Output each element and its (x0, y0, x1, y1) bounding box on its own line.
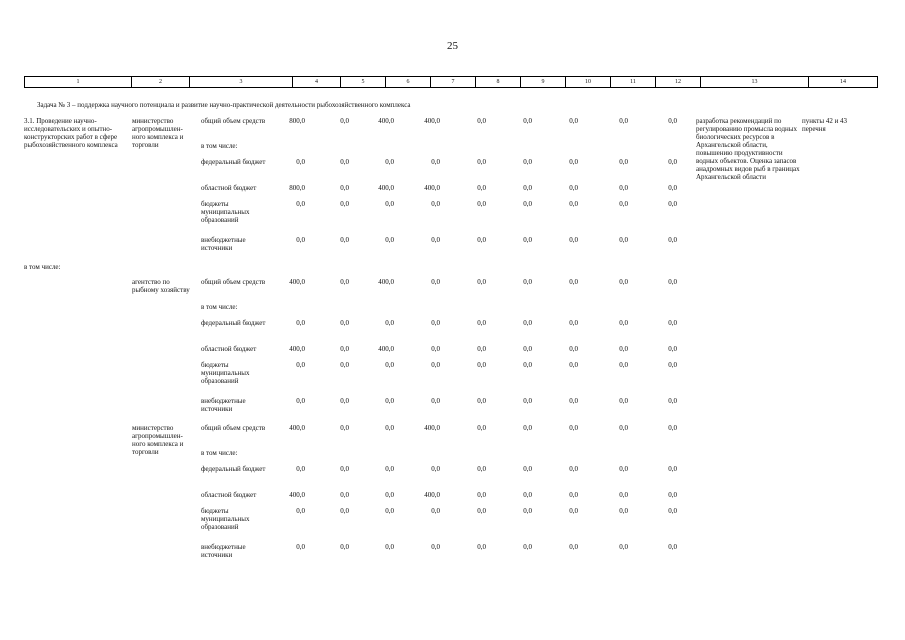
funding-value: 0,0 (431, 158, 440, 166)
funding-value: 0,0 (431, 319, 440, 327)
funding-value: 0,0 (296, 543, 305, 551)
funding-value: 0,0 (569, 117, 578, 125)
funding-value: 0,0 (619, 184, 628, 192)
header-column-3: 3 (190, 77, 293, 88)
funding-value: 0,0 (340, 491, 349, 499)
funding-source-label: федеральный бюджет (201, 465, 266, 473)
funding-value: 0,0 (523, 184, 532, 192)
header-column-14: 14 (809, 77, 878, 88)
funding-value: 0,0 (569, 158, 578, 166)
header-column-6: 6 (386, 77, 431, 88)
funding-value: 400,0 (378, 117, 394, 125)
funding-value: 0,0 (569, 491, 578, 499)
funding-value: 0,0 (569, 200, 578, 208)
funding-value: 0,0 (477, 319, 486, 327)
header-column-13: 13 (701, 77, 809, 88)
funding-value: 0,0 (619, 491, 628, 499)
funding-value: 0,0 (619, 158, 628, 166)
funding-value: 0,0 (619, 361, 628, 369)
funding-value: 0,0 (340, 424, 349, 432)
funding-value: 0,0 (340, 543, 349, 551)
executor-name: министерство агропромышлен-ного комплекса и торговли (132, 117, 184, 149)
funding-value: 0,0 (619, 117, 628, 125)
funding-value: 0,0 (340, 278, 349, 286)
funding-value: 0,0 (340, 345, 349, 353)
funding-value: 0,0 (619, 319, 628, 327)
funding-value: 0,0 (523, 200, 532, 208)
executor-name: министерство агропромышлен-ного комплекса и торговли (132, 424, 184, 456)
funding-value: 0,0 (569, 543, 578, 551)
funding-value: 400,0 (424, 424, 440, 432)
funding-value: 0,0 (385, 397, 394, 405)
header-column-9: 9 (521, 77, 566, 88)
header-column-2: 2 (132, 77, 190, 88)
funding-source-label: в том числе: (201, 303, 238, 311)
funding-value: 0,0 (477, 397, 486, 405)
funding-value: 0,0 (477, 543, 486, 551)
funding-value: 0,0 (296, 507, 305, 515)
funding-value: 0,0 (340, 507, 349, 515)
funding-value: 0,0 (668, 397, 677, 405)
funding-value: 0,0 (569, 278, 578, 286)
funding-value: 0,0 (619, 200, 628, 208)
funding-value: 0,0 (668, 345, 677, 353)
funding-value: 0,0 (668, 117, 677, 125)
funding-value: 0,0 (385, 236, 394, 244)
funding-value: 0,0 (668, 507, 677, 515)
page-number: 25 (447, 40, 458, 52)
funding-value: 0,0 (668, 236, 677, 244)
header-column-4: 4 (293, 77, 341, 88)
funding-value: 0,0 (569, 424, 578, 432)
funding-source-label: областной бюджет (201, 345, 257, 353)
funding-value: 0,0 (385, 491, 394, 499)
funding-value: 0,0 (668, 361, 677, 369)
funding-value: 0,0 (569, 236, 578, 244)
funding-value: 0,0 (569, 345, 578, 353)
funding-value: 0,0 (569, 319, 578, 327)
funding-value: 0,0 (619, 543, 628, 551)
funding-source-label: общий объем средств (201, 117, 266, 125)
funding-value: 400,0 (289, 345, 305, 353)
funding-value: 0,0 (523, 465, 532, 473)
header-column-8: 8 (476, 77, 521, 88)
funding-source-label: федеральный бюджет (201, 319, 266, 327)
funding-value: 0,0 (523, 117, 532, 125)
funding-value: 0,0 (296, 236, 305, 244)
funding-value: 0,0 (385, 319, 394, 327)
funding-value: 0,0 (477, 345, 486, 353)
funding-value: 0,0 (668, 278, 677, 286)
task-title: Задача № 3 – поддержка научного потенциала и развитие научно-практической деятельности рыбохозяйственного комплекса (37, 101, 411, 109)
funding-value: 0,0 (569, 397, 578, 405)
funding-value: 0,0 (431, 507, 440, 515)
funding-value: 0,0 (523, 278, 532, 286)
funding-value: 400,0 (289, 278, 305, 286)
funding-value: 400,0 (289, 491, 305, 499)
funding-value: 0,0 (523, 507, 532, 515)
funding-source-label: общий объем средств (201, 424, 266, 432)
funding-value: 0,0 (668, 184, 677, 192)
funding-value: 400,0 (289, 424, 305, 432)
funding-value: 0,0 (431, 278, 440, 286)
funding-source-label: в том числе: (201, 142, 238, 150)
funding-value: 0,0 (523, 424, 532, 432)
funding-value: 0,0 (431, 200, 440, 208)
funding-value: 400,0 (378, 184, 394, 192)
funding-value: 0,0 (523, 491, 532, 499)
funding-value: 0,0 (523, 236, 532, 244)
funding-value: 0,0 (340, 117, 349, 125)
funding-value: 0,0 (477, 491, 486, 499)
funding-value: 0,0 (385, 200, 394, 208)
expected-result: разработка рекомендаций по регулированию промысла водных биологических ресурсов в Архангельской области, повышению продуктивности водных объектов. Оценка запасов анадромных видов рыб в границах Архангельской области (696, 117, 800, 181)
funding-value: 0,0 (619, 424, 628, 432)
funding-value: 0,0 (296, 397, 305, 405)
funding-value: 400,0 (378, 345, 394, 353)
funding-value: 800,0 (289, 117, 305, 125)
funding-value: 0,0 (477, 236, 486, 244)
funding-value: 800,0 (289, 184, 305, 192)
funding-value: 0,0 (431, 361, 440, 369)
header-column-12: 12 (656, 77, 701, 88)
funding-value: 0,0 (431, 236, 440, 244)
funding-value: 0,0 (569, 465, 578, 473)
funding-value: 0,0 (340, 319, 349, 327)
funding-value: 0,0 (340, 158, 349, 166)
funding-source-label: бюджеты муниципальных образований (201, 200, 250, 224)
funding-source-label: внебюджетные источники (201, 543, 246, 559)
funding-source-label: внебюджетные источники (201, 397, 246, 413)
funding-value: 0,0 (619, 236, 628, 244)
funding-value: 0,0 (619, 397, 628, 405)
header-column-1: 1 (25, 77, 132, 88)
funding-source-label: бюджеты муниципальных образований (201, 507, 250, 531)
funding-source-label: областной бюджет (201, 491, 257, 499)
measure-title: 3.1. Проведение научно-исследовательских и опытно-конструкторских работ в сфере рыбохозяйственного комплекса (24, 117, 118, 149)
funding-value: 0,0 (296, 158, 305, 166)
funding-value: 0,0 (523, 345, 532, 353)
funding-value: 400,0 (424, 117, 440, 125)
funding-value: 0,0 (477, 465, 486, 473)
funding-value: 0,0 (668, 465, 677, 473)
funding-value: 0,0 (477, 184, 486, 192)
funding-value: 0,0 (296, 200, 305, 208)
funding-value: 0,0 (477, 117, 486, 125)
funding-value: 0,0 (569, 361, 578, 369)
funding-value: 0,0 (477, 158, 486, 166)
funding-value: 0,0 (431, 543, 440, 551)
funding-value: 0,0 (340, 465, 349, 473)
funding-value: 0,0 (619, 345, 628, 353)
funding-value: 0,0 (296, 361, 305, 369)
funding-value: 0,0 (340, 184, 349, 192)
funding-value: 0,0 (619, 465, 628, 473)
including-label: в том числе: (24, 263, 61, 271)
funding-value: 0,0 (431, 345, 440, 353)
funding-value: 0,0 (296, 319, 305, 327)
funding-value: 0,0 (668, 319, 677, 327)
funding-source-label: в том числе: (201, 449, 238, 457)
header-column-10: 10 (566, 77, 611, 88)
funding-value: 0,0 (523, 543, 532, 551)
funding-value: 0,0 (385, 465, 394, 473)
funding-value: 0,0 (668, 491, 677, 499)
funding-value: 0,0 (477, 424, 486, 432)
reference-points: пункты 42 и 43 перечня (802, 117, 848, 133)
executor-name: агентство по рыбному хозяйству (132, 278, 190, 294)
header-column-5: 5 (341, 77, 386, 88)
header-column-11: 11 (611, 77, 656, 88)
funding-source-label: общий объем средств (201, 278, 266, 286)
funding-value: 0,0 (477, 278, 486, 286)
header-column-7: 7 (431, 77, 476, 88)
funding-value: 0,0 (523, 158, 532, 166)
funding-source-label: областной бюджет (201, 184, 257, 192)
funding-value: 0,0 (569, 507, 578, 515)
funding-value: 0,0 (523, 397, 532, 405)
funding-value: 0,0 (477, 200, 486, 208)
funding-value: 0,0 (340, 397, 349, 405)
funding-value: 0,0 (477, 507, 486, 515)
funding-value: 0,0 (619, 278, 628, 286)
funding-value: 0,0 (385, 424, 394, 432)
funding-source-label: федеральный бюджет (201, 158, 266, 166)
funding-value: 0,0 (668, 200, 677, 208)
funding-value: 400,0 (424, 491, 440, 499)
funding-source-label: бюджеты муниципальных образований (201, 361, 250, 385)
funding-value: 0,0 (431, 397, 440, 405)
funding-value: 0,0 (296, 465, 305, 473)
funding-value: 0,0 (431, 465, 440, 473)
funding-source-label: внебюджетные источники (201, 236, 246, 252)
funding-value: 0,0 (385, 543, 394, 551)
funding-value: 0,0 (385, 158, 394, 166)
funding-value: 0,0 (668, 543, 677, 551)
funding-value: 0,0 (477, 361, 486, 369)
funding-value: 400,0 (424, 184, 440, 192)
funding-value: 0,0 (340, 200, 349, 208)
funding-value: 0,0 (523, 319, 532, 327)
funding-value: 0,0 (340, 236, 349, 244)
funding-value: 0,0 (668, 158, 677, 166)
funding-value: 400,0 (378, 278, 394, 286)
funding-value: 0,0 (619, 507, 628, 515)
funding-value: 0,0 (668, 424, 677, 432)
funding-value: 0,0 (385, 361, 394, 369)
funding-value: 0,0 (340, 361, 349, 369)
funding-value: 0,0 (569, 184, 578, 192)
funding-value: 0,0 (385, 507, 394, 515)
funding-value: 0,0 (523, 361, 532, 369)
